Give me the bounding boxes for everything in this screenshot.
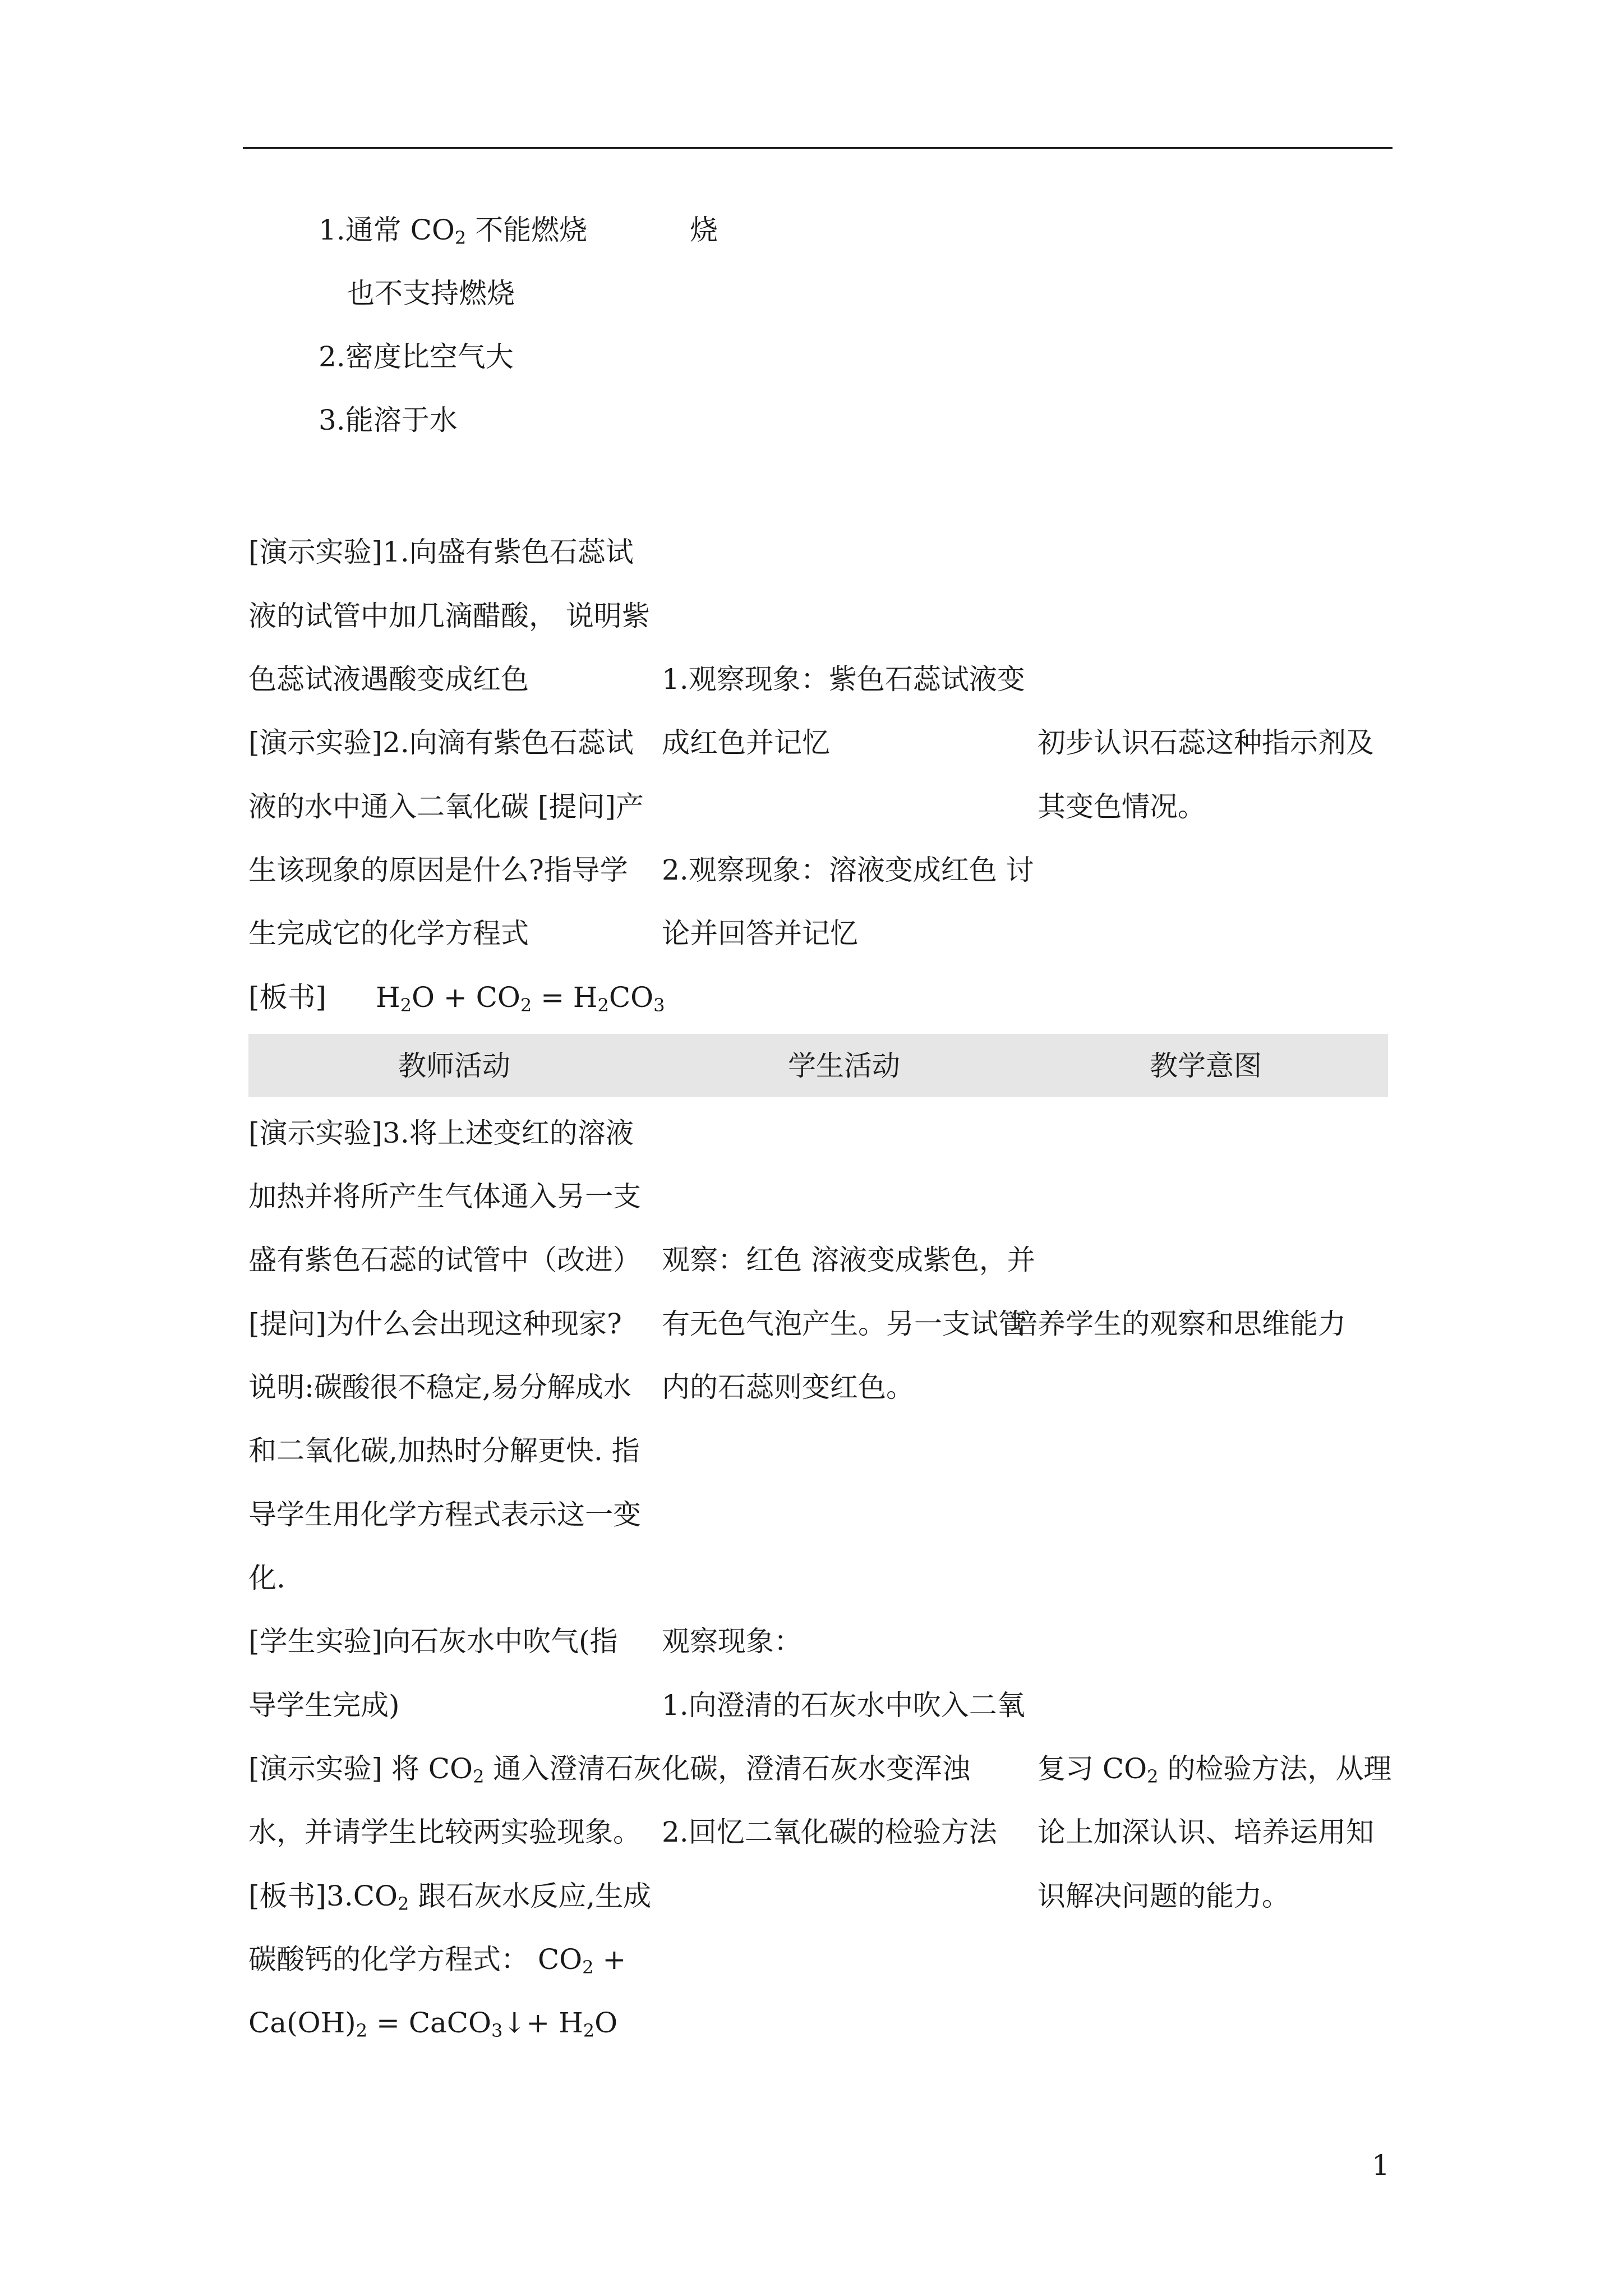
property-item-2: 2.密度比空气大 (319, 341, 514, 373)
intent-line: 其变色情况。 (1038, 790, 1206, 823)
student-line: 观察现象： (662, 1625, 802, 1658)
intent-line: 复习 $CO_2$ 的检验方法，从理 (1038, 1752, 1392, 1787)
intent-line: 培养学生的观察和思维能力 (1009, 1308, 1346, 1340)
student-line: 有无色气泡产生。另一支试管 (662, 1308, 1026, 1340)
teacher-line: [提问]为什么会出现这种现家? (248, 1308, 622, 1340)
header-rule (243, 147, 1393, 149)
property-item-3: 3.能溶于水 (319, 404, 458, 436)
student-line: 论并回答并记忆 (662, 917, 858, 950)
page-number: 1 (1372, 2149, 1390, 2182)
student-line: 1.观察现象：紫色石蕊试液变 (662, 663, 1025, 696)
teacher-line: [演示实验] 将 $CO_2$ 通入澄清石灰 (248, 1752, 662, 1787)
teacher-line: 加热并将所产生气体通入另一支 (248, 1180, 641, 1213)
property-item-1-fragment: 烧 (690, 214, 718, 246)
intent-line: 识解决问题的能力。 (1038, 1880, 1290, 1912)
teacher-line: [演示实验]3.将上述变红的溶液 (248, 1117, 634, 1149)
teacher-line: 导学生用化学方程式表示这一变 (248, 1498, 641, 1531)
teacher-line: 碳酸钙的化学方程式： $CO_2$ + (248, 1943, 626, 1978)
student-line: 1.向澄清的石灰水中吹入二氧 (662, 1689, 1025, 1722)
board-equation: $H_2O + CO_2 = H_2CO_3$ (376, 981, 665, 1016)
header-teacher-activity: 教师活动 (398, 1050, 510, 1082)
teacher-line: [学生实验]向石灰水中吹气(指 (248, 1625, 618, 1658)
teacher-line: 化. (248, 1562, 285, 1594)
student-line: 2.回忆二氧化碳的检验方法 (662, 1816, 997, 1848)
intent-line: 初步认识石蕊这种指示剂及 (1038, 726, 1374, 759)
limewater-equation: $Ca(OH)_2$ = CaCO$_3$↓+ $H_2O$ (248, 2007, 618, 2041)
teacher-line: [演示实验]1.向盛有紫色石蕊试 (248, 536, 634, 568)
teacher-line: 盛有紫色石蕊的试管中（改进） (248, 1244, 641, 1276)
header-student-activity: 学生活动 (788, 1050, 900, 1082)
teacher-line: 液的水中通入二氧化碳 [提问]产 (248, 790, 644, 823)
teacher-line: [板书]$3.CO_2$ 跟石灰水反应,生成 (248, 1880, 652, 1915)
teacher-line: 导学生完成) (248, 1689, 400, 1722)
teacher-line: 说明:碳酸很不稳定,易分解成水 (248, 1371, 631, 1404)
teacher-line: 色蕊试液遇酸变成红色 (248, 663, 529, 696)
property-item-1-continued: 也不支持燃烧 (347, 277, 515, 310)
intent-line: 论上加深认识、培养运用知 (1038, 1816, 1374, 1848)
header-teaching-intent: 教学意图 (1150, 1050, 1262, 1082)
teacher-line: 水，并请学生比较两实验现象。 (248, 1816, 641, 1848)
teacher-line: 和二氧化碳,加热时分解更快. 指 (248, 1434, 640, 1467)
teacher-line: 液的试管中加几滴醋酸， 说明紫 (248, 600, 650, 632)
teacher-line: [演示实验]2.向滴有紫色石蕊试 (248, 726, 634, 759)
student-line: 成红色并记忆 (662, 726, 830, 759)
teacher-line: 生完成它的化学方程式 (248, 917, 529, 950)
student-line: 内的石蕊则变红色。 (662, 1371, 914, 1404)
property-item-1: 1.通常 $CO_2$ 不能燃烧 (319, 214, 588, 249)
student-line: 化碳，澄清石灰水变浑浊 (662, 1752, 970, 1785)
student-line: 观察：红色 溶液变成紫色，并 (662, 1244, 1035, 1276)
student-line: 2.观察现象：溶液变成红色 讨 (662, 854, 1034, 886)
teacher-line: 生该现象的原因是什么?指导学 (248, 854, 628, 886)
board-label: [板书] (248, 981, 327, 1014)
